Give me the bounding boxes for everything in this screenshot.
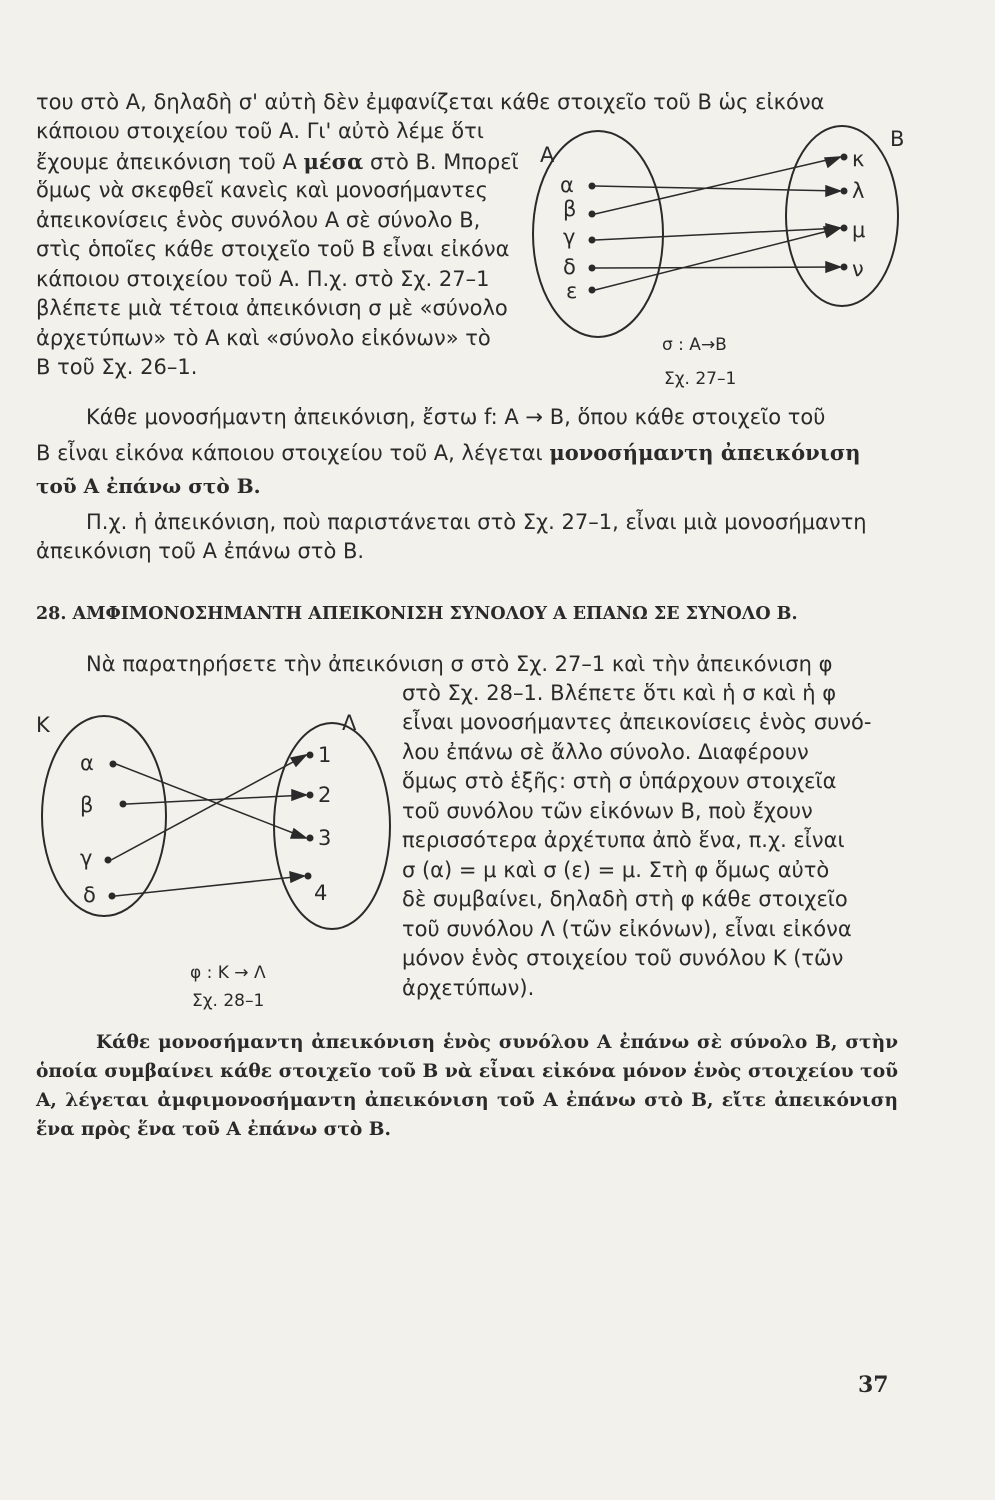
- set-l-ellipse: [274, 723, 390, 929]
- element-4: 4: [314, 881, 328, 905]
- element-epsilon: ε: [566, 279, 578, 303]
- para3-line: ἀπεικόνιση τοῦ Α ἐπάνω στὸ Β.: [36, 539, 365, 563]
- para1-line: βλέπετε μιὰ τέτοια ἀπεικόνιση σ μὲ «σύνολο: [36, 296, 508, 320]
- arrows-phi: [111, 755, 306, 896]
- para4-line: σ (α) = μ καὶ σ (ε) = μ. Στὴ φ ὅμως αὐτὸ: [402, 858, 830, 882]
- set-b-label: B: [890, 127, 905, 151]
- figure-28-1: [30, 700, 400, 1015]
- element-3: 3: [318, 826, 332, 850]
- figure-27-1: [520, 110, 920, 400]
- para2-line: Β εἶναι εἰκόνα κάποιου στοιχείου τοῦ Α, λέγεται μονοσήμαντη ἀπεικόνιση: [36, 440, 861, 465]
- para4-line: ὅμως στὸ ἑξῆς: στὴ σ ὑπάρχουν στοιχεῖα: [402, 769, 837, 793]
- set-k-ellipse: [42, 716, 166, 916]
- bold-term: μέσα: [303, 149, 364, 174]
- set-b-ellipse: [786, 126, 898, 306]
- element-nu: ν: [852, 257, 864, 281]
- elements-b: [841, 147, 866, 281]
- para4-line: Νὰ παρατηρήσετε τὴν ἀπεικόνιση σ στὸ Σχ. 27–1 καὶ τὴν ἀπεικόνιση φ: [86, 652, 833, 676]
- element-beta: β: [563, 197, 577, 221]
- para4-line: τοῦ συνόλου Λ (τῶν εἰκόνων), εἶναι εἰκόνα: [402, 917, 852, 941]
- para1-line: ἀπεικονίσεις ἑνὸς συνόλου Α σὲ σύνολο Β,: [36, 208, 481, 232]
- para4-line: περισσότερα ἀρχέτυπα ἀπὸ ἕνα, π.χ. εἶναι: [402, 828, 845, 852]
- set-k-label: K: [36, 713, 50, 737]
- definition-paragraph: Κάθε μονοσήμαντη ἀπεικόνιση ἑνὸς συνόλου Α ἐπάνω σὲ σύνολο Β, στὴν ὁποία συμβαίνει κάθε στοιχεῖο τοῦ Β νὰ εἶναι εἰκόνα μόνον ἑνὸς στοιχείου τοῦ Α, λέγεται ἀμφιμονοσήμαντη ἀπεικόνιση τοῦ Α ἐπάνω στὸ Β, εἴτε ἀπεικόνιση ἕνα πρὸς ἕνα τοῦ Α ἐπάνω στὸ Β.: [36, 1032, 898, 1140]
- para4-line: στὸ Σχ. 28–1. Βλέπετε ὅτι καὶ ἡ σ καὶ ἡ φ: [402, 681, 837, 705]
- element-gamma: γ: [80, 846, 93, 870]
- element-alpha: α: [80, 751, 94, 775]
- element-1: 1: [318, 743, 332, 767]
- element-mu: μ: [852, 218, 866, 242]
- figure-caption: Σχ. 27–1: [664, 369, 737, 389]
- elements-l: [305, 743, 332, 905]
- mapping-label: φ : K → Λ: [190, 963, 266, 983]
- mapping-label: σ : A→B: [662, 335, 727, 355]
- figure-caption: Σχ. 28–1: [192, 991, 265, 1011]
- para1-line: κάποιου στοιχείου τοῦ Α. Γι' αὐτὸ λέμε ὅτι: [36, 119, 484, 143]
- para2-line: τοῦ Α ἐπάνω στὸ Β.: [36, 474, 261, 498]
- para4-line: τοῦ συνόλου τῶν εἰκόνων Β, ποὺ ἔχουν: [402, 799, 813, 823]
- section-heading: 28. ΑΜΦΙΜΟΝΟΣΗΜΑΝΤΗ ΑΠΕΙΚΟΝΙΣΗ ΣΥΝΟΛΟΥ Α ΕΠΑΝΩ ΣΕ ΣΥΝΟΛΟ Β.: [36, 604, 798, 624]
- para4-line: λου ἐπάνω σὲ ἄλλο σύνολο. Διαφέρουν: [402, 740, 809, 764]
- para1-line: ὅμως νὰ σκεφθεῖ κανεὶς καὶ μονοσήμαντες: [36, 178, 488, 202]
- para1-line: κάποιου στοιχείου τοῦ Α. Π.χ. στὸ Σχ. 27–1: [36, 267, 490, 291]
- element-delta: δ: [83, 883, 96, 907]
- para4-line: μόνον ἑνὸς στοιχείου τοῦ συνόλου Κ (τῶν: [402, 946, 844, 970]
- element-beta: β: [80, 793, 94, 817]
- set-l-label: Λ: [342, 711, 357, 735]
- elements-k: [80, 751, 127, 907]
- para1-line: του στὸ Α, δηλαδὴ σ' αὐτὴ δὲν ἐμφανίζεται κάθε στοιχεῖο τοῦ Β ὡς εἰκόνα: [36, 90, 825, 114]
- para4-line: ἀρχετύπων).: [402, 976, 535, 1000]
- element-lambda: λ: [852, 179, 865, 203]
- bold-term: μονοσήμαντη ἀπεικόνιση: [549, 440, 861, 465]
- elements-a: [560, 173, 596, 303]
- page-number: 37: [858, 1372, 889, 1398]
- set-a-label: A: [540, 143, 555, 167]
- para2-line: Κάθε μονοσήμαντη ἀπεικόνιση, ἔστω f: A → B, ὅπου κάθε στοιχεῖο τοῦ: [86, 405, 826, 429]
- element-kappa: κ: [852, 147, 865, 171]
- para1-line: ἔχουμε ἀπεικόνιση τοῦ Α μέσα στὸ Β. Μπορεῖ: [36, 149, 519, 174]
- para4-line: εἶναι μονοσήμαντες ἀπεικονίσεις ἑνὸς συνό-: [402, 710, 872, 734]
- para3-line: Π.χ. ἡ ἀπεικόνιση, ποὺ παριστάνεται στὸ Σχ. 27–1, εἶναι μιὰ μονοσήμαντη: [86, 510, 867, 534]
- arrows-sigma: [595, 157, 840, 290]
- element-delta: δ: [563, 255, 576, 279]
- element-alpha: α: [560, 173, 574, 197]
- para1-line: Β τοῦ Σχ. 26–1.: [36, 355, 198, 379]
- element-2: 2: [318, 783, 332, 807]
- element-gamma: γ: [563, 225, 576, 249]
- para1-line: στὶς ὁποῖες κάθε στοιχεῖο τοῦ Β εἶναι εἰκόνα: [36, 237, 510, 261]
- para4-line: δὲ συμβαίνει, δηλαδὴ στὴ φ κάθε στοιχεῖο: [402, 887, 848, 911]
- para1-line: ἀρχετύπων» τὸ Α καὶ «σύνολο εἰκόνων» τὸ: [36, 326, 491, 350]
